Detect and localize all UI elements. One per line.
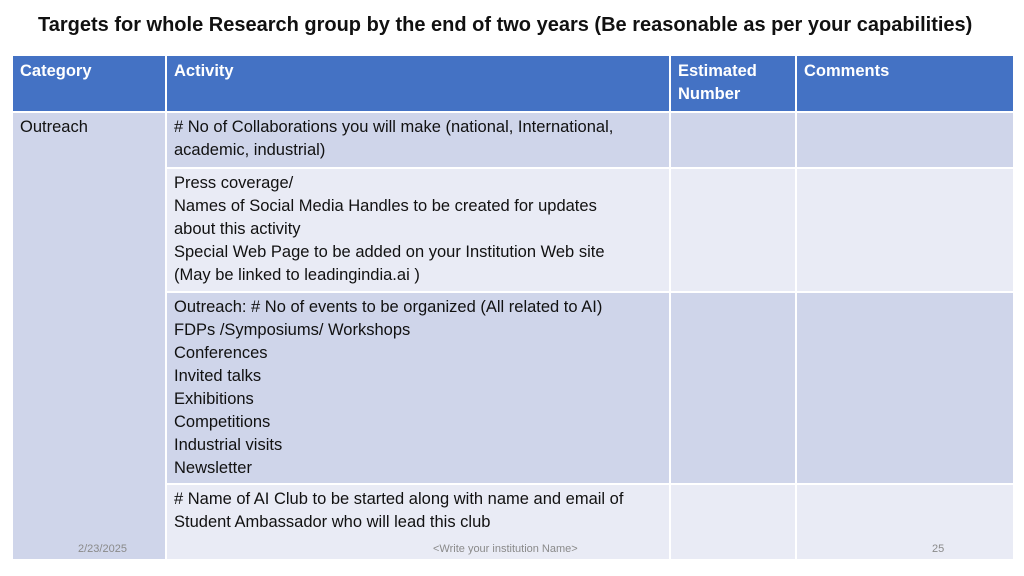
activity-cell [166, 484, 670, 560]
activity-cell [166, 112, 670, 168]
activity-line: Industrial visits [174, 436, 283, 454]
activity-line: # No of Collaborations you will make (national, International, [174, 118, 614, 136]
activity-line: Invited talks [174, 367, 262, 385]
estimated-number-cell[interactable] [670, 292, 796, 484]
activity-line: Outreach: # No of events to be organized (All related to AI) [174, 298, 603, 316]
activity-line: Newsletter [174, 459, 252, 477]
activity-line: Special Web Page to be added on your Institution Web site [174, 243, 605, 261]
table-header-row [12, 55, 1014, 112]
activity-line: Student Ambassador who will lead this club [174, 513, 491, 531]
slide-title: Targets for whole Research group by the end of two years (Be reasonable as per your capabilities) [38, 14, 973, 36]
footer-date: 2/23/2025 [78, 543, 127, 555]
header-estimated-number [670, 55, 796, 112]
comments-cell[interactable] [796, 292, 1014, 484]
activity-line: Competitions [174, 413, 271, 431]
header-estimated-line2: Number [678, 85, 741, 103]
header-activity: Activity [166, 55, 670, 112]
comments-cell[interactable] [796, 484, 1014, 560]
activity-line: FDPs /Symposiums/ Workshops [174, 321, 411, 339]
estimated-number-cell[interactable] [670, 484, 796, 560]
footer-institution: <Write your institution Name> [433, 543, 578, 555]
activity-cell [166, 292, 670, 484]
activity-line: Press coverage/ [174, 174, 294, 192]
activity-line: Conferences [174, 344, 268, 362]
comments-cell[interactable] [796, 168, 1014, 292]
comments-cell[interactable] [796, 112, 1014, 168]
table-row [12, 112, 1014, 168]
targets-table [11, 54, 1015, 561]
activity-line: Exhibitions [174, 390, 254, 408]
activity-line: academic, industrial) [174, 141, 326, 159]
estimated-number-cell[interactable] [670, 112, 796, 168]
activity-line: (May be linked to leadingindia.ai ) [174, 266, 420, 284]
header-comments: Comments [796, 55, 1014, 112]
category-cell: Outreach [12, 112, 166, 560]
header-category: Category [12, 55, 166, 112]
estimated-number-cell[interactable] [670, 168, 796, 292]
footer-page-number: 25 [932, 543, 945, 555]
activity-cell [166, 168, 670, 292]
activity-line: about this activity [174, 220, 301, 238]
activity-line: # Name of AI Club to be started along with name and email of [174, 490, 624, 508]
header-estimated-line1: Estimated [678, 62, 757, 80]
activity-line: Names of Social Media Handles to be created for updates [174, 197, 597, 215]
